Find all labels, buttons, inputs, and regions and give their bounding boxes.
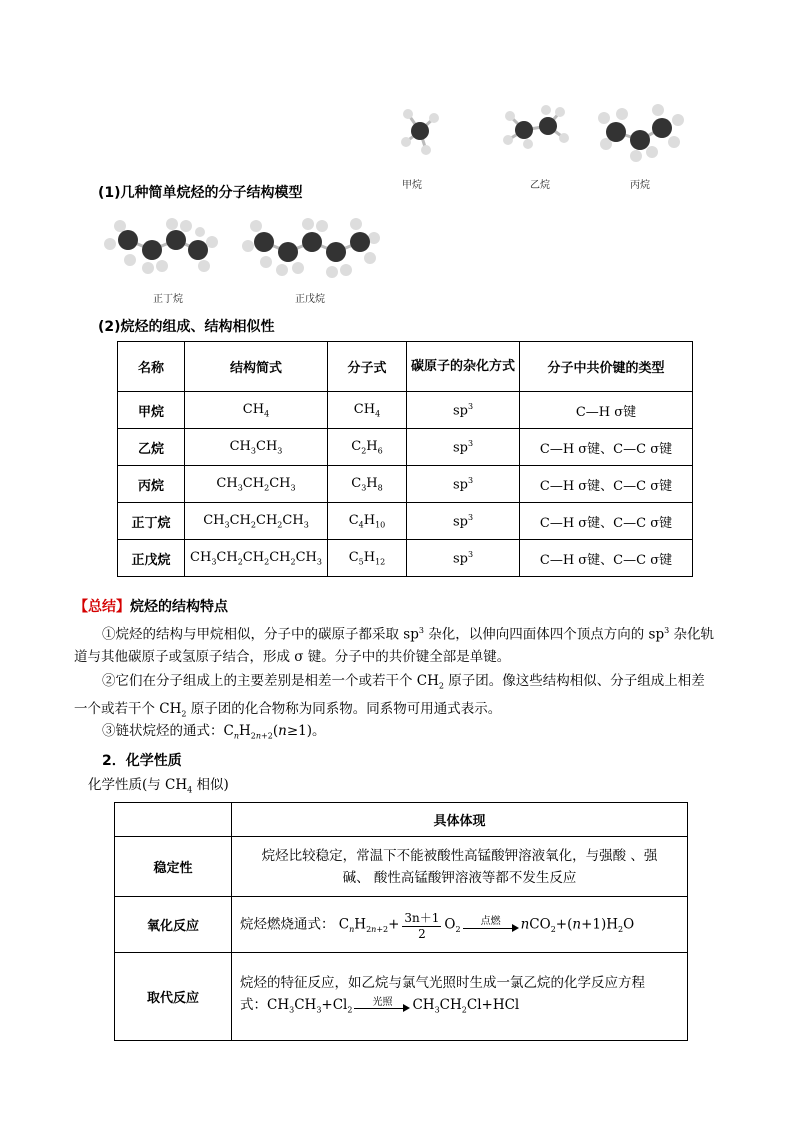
properties-header-row: [115, 803, 688, 837]
stability-label: 稳定性: [115, 837, 232, 897]
light-arrow: 光照: [354, 998, 410, 1012]
table-row: [118, 466, 693, 503]
header-hybrid: 碳原子的杂化方式: [407, 342, 520, 392]
summary-tag: 【总结】: [74, 599, 130, 615]
properties-header: 具体体现: [232, 803, 688, 837]
row-bonds: C—H σ键、C—C σ键: [520, 503, 693, 540]
row-hybrid: $sp^3$: [407, 540, 520, 577]
row-bonds: C—H σ键: [520, 392, 693, 429]
stability-text: 烷烃比较稳定，常温下不能被酸性高锰酸钾溶液氧化，与强酸 、强 碱、 酸性高锰酸钾溶液等都不发生反应: [232, 837, 688, 897]
table-row: [118, 503, 693, 540]
summary-heading: [74, 596, 228, 616]
section2-title: (2)烷烃的组成、结构相似性: [98, 319, 275, 335]
butane-model: [100, 220, 220, 280]
row-formula: $C_5H_{12}$: [328, 540, 407, 577]
section1-title: (1)几种简单烷烃的分子结构模型: [98, 185, 303, 201]
section3-intro: 化学性质(与 $CH_4$ 相似): [88, 777, 229, 795]
summary-title: 烷烃的结构特点: [130, 599, 228, 615]
row-structure: $CH_3CH_2CH_3$: [185, 466, 328, 503]
section3-title: 2．化学性质: [102, 753, 182, 769]
table-row: [115, 837, 688, 897]
row-bonds: C—H σ键、C—C σ键: [520, 429, 693, 466]
header-name: 名称: [118, 342, 185, 392]
row-name: 丙烷: [118, 466, 185, 503]
butane-caption: 正丁烷: [153, 294, 183, 305]
substitution-label: 取代反应: [115, 953, 232, 1041]
row-formula: $C_3H_8$: [328, 466, 407, 503]
propane-model: [596, 100, 686, 160]
row-bonds: C—H σ键、C—C σ键: [520, 466, 693, 503]
substitution-text: 烷烃的特征反应，如乙烷与氯气光照时生成一氯乙烷的化学反应方程 式：$CH_3CH_3+Cl_2$ 光照 $CH_3CH_2Cl+HCl$: [232, 953, 688, 1041]
row-name: 甲烷: [118, 392, 185, 429]
row-formula: $CH_4$: [328, 392, 407, 429]
alkane-table: [117, 341, 693, 577]
summary-point-3: ③链状烷烃的通式：$C_nH_{2n+2}(n\ge 1)$。: [102, 723, 326, 741]
row-hybrid: $sp^3$: [407, 429, 520, 466]
summary-point-2: ②它们在分子组成上的主要差别是相差一个或若干个 $CH_2$ 原子团。像这些结构相似、分子组成上相差 一个或若干个 $CH_2$ 原子团的化合物称为同系物。同系物可用通式表示。: [74, 673, 705, 719]
table-row: [115, 953, 688, 1041]
properties-header-empty: [115, 803, 232, 837]
pentane-model: [242, 218, 382, 284]
row-structure: $CH_3CH_2CH_2CH_3$: [185, 503, 328, 540]
row-structure: $CH_3CH_2CH_2CH_2CH_3$: [185, 540, 328, 577]
table-row: [118, 540, 693, 577]
oxidation-equation: 烷烃燃烧通式： $C_nH_{2n+2}+$ $\frac{3n+1}{2}$ $O_2$ 点燃 $nCO_2+(n+1)H_2O$: [232, 897, 688, 953]
row-formula: $C_4H_{10}$: [328, 503, 407, 540]
row-formula: $C_2H_6$: [328, 429, 407, 466]
header-formula: 分子式: [328, 342, 407, 392]
propane-caption: 丙烷: [630, 180, 650, 191]
row-hybrid: $sp^3$: [407, 392, 520, 429]
header-bonds: 分子中共价键的类型: [520, 342, 693, 392]
table-row: [118, 429, 693, 466]
methane-model: [396, 104, 446, 159]
table-row: [115, 897, 688, 953]
table-row: [118, 392, 693, 429]
table-header-row: [118, 342, 693, 392]
pentane-caption: 正戊烷: [295, 294, 325, 305]
ignite-arrow: 点燃: [463, 918, 519, 932]
row-structure: $CH_3CH_3$: [185, 429, 328, 466]
ethane-model: [498, 104, 578, 154]
properties-table: [114, 802, 688, 1041]
row-bonds: C—H σ键、C—C σ键: [520, 540, 693, 577]
row-name: 正丁烷: [118, 503, 185, 540]
row-hybrid: $sp^3$: [407, 466, 520, 503]
header-structure: 结构简式: [185, 342, 328, 392]
row-name: 正戊烷: [118, 540, 185, 577]
oxidation-label: 氧化反应: [115, 897, 232, 953]
row-structure: $CH_4$: [185, 392, 328, 429]
ethane-caption: 乙烷: [530, 180, 550, 191]
row-name: 乙烷: [118, 429, 185, 466]
methane-caption: 甲烷: [402, 180, 422, 191]
summary-point-1: ①烷烃的结构与甲烷相似，分子中的碳原子都采取 $sp^3$ 杂化，以伸向四面体四个顶点方向的 $sp^3$ 杂化轨 道与其他碳原子或氢原子结合，形成 σ 键。分子中的共价键全部是单键。: [74, 626, 715, 665]
row-hybrid: $sp^3$: [407, 503, 520, 540]
